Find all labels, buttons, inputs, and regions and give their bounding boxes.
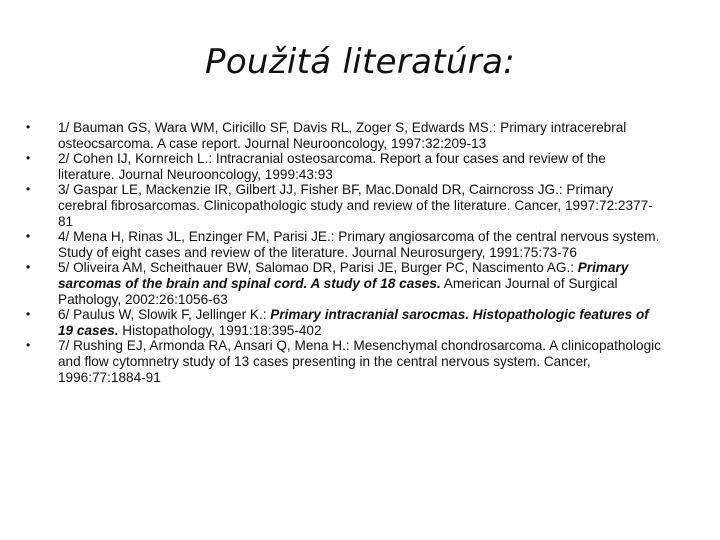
reference-item [26,182,666,229]
reference-title-emphasis: Primary sarcomas of the brain and spinal cord. A study of 18 cases. [58,260,629,291]
reference-text-tail: Histopathology, 1991:18:395-402 [118,322,322,338]
reference-text: 5/ Oliveira AM, Scheithauer BW, Salomao DR, Parisi JE, Burger PC, Nascimento AG.: [58,260,578,276]
bullet-icon: • [26,338,31,353]
reference-text: 4/ Mena H, Rinas JL, Enzinger FM, Parisi JE.: Primary angiosarcoma of the central nervous system. Study of eight cases and review of the literature. Journal Neurosurgery, 1991:75:73-76 [58,229,660,260]
bullet-icon: • [26,120,31,134]
slide-title: Použitá literatúra: [205,42,515,82]
reference-text: 3/ Gaspar LE, Mackenzie IR, Gilbert JJ, Fisher BF, Mac.Donald DR, Cairncross JG.: Primary cerebral fibrosarcomas. Clinicopathologic study and review of the literature. Cancer, 1997:72:2377-81 [58,182,653,229]
reference-text: 6/ Paulus W, Slowik F, Jellinger K.: [58,307,271,323]
reference-item [26,151,666,182]
reference-list [26,120,666,385]
reference-item [26,307,666,338]
bullet-icon: • [26,151,31,166]
reference-title-emphasis: Primary intracranial sarocmas. Histopathologic features of 19 cases. [58,307,649,338]
reference-text: 1/ Bauman GS, Wara WM, Ciricillo SF, Davis RL, Zoger S, Edwards MS.: Primary intracerebral osteocsarcoma. A case report. Journal Neurooncology, 1997:32:209-13 [58,120,627,151]
reference-text: 7/ Rushing EJ, Armonda RA, Ansari Q, Mena H.: Mesenchymal chondrosarcoma. A clinicopathologic and flow cytomnetry study of 13 cases presenting in the central nervous system. Cancer, 1996:77:1884-91 [58,338,661,385]
bullet-icon: • [26,182,31,197]
reference-text: 2/ Cohen IJ, Kornreich L.: Intracranial osteosarcoma. Report a four cases and review of the literature. Journal Neurooncology, 1999:43:93 [58,151,606,182]
reference-text-tail: American Journal of Surgical Pathology, 2002:26:1056-63 [58,275,618,307]
reference-item [26,338,666,385]
reference-item [26,120,666,151]
reference-item [26,260,666,307]
reference-item [26,229,666,260]
bullet-icon: • [26,260,31,275]
bullet-icon: • [26,307,31,322]
bullet-icon: • [26,229,31,244]
